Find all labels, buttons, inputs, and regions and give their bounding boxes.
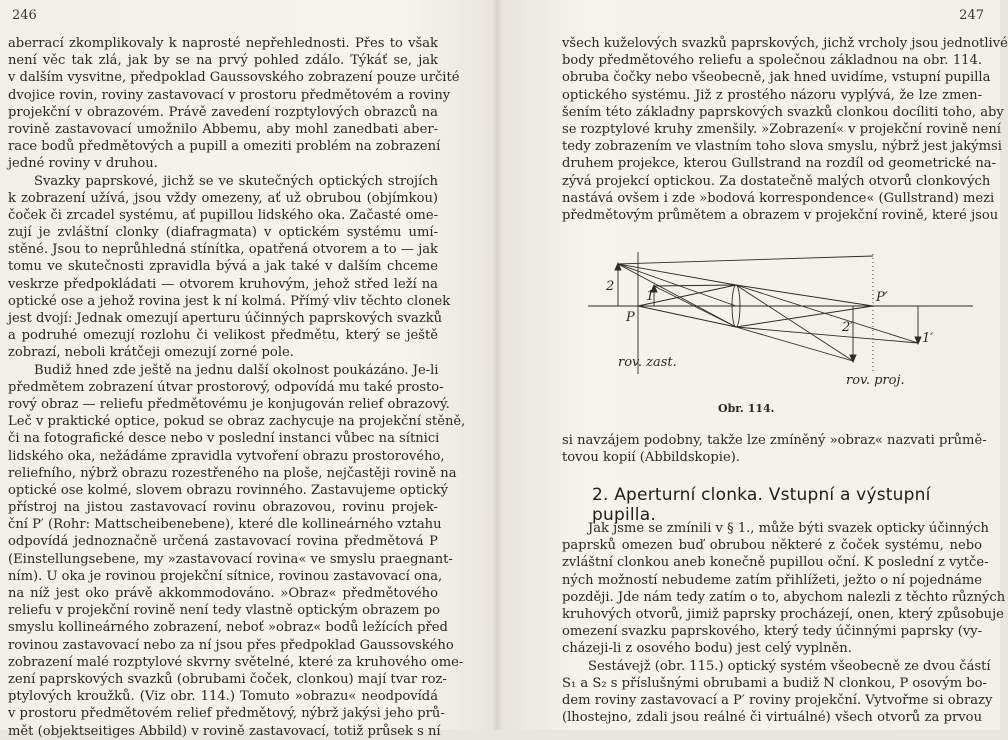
ray: [618, 264, 736, 285]
ray: [736, 285, 873, 306]
text-line: později. Jde nám tedy zatím o to, abychom nalezli z těchto různých: [562, 589, 1006, 605]
ray: [618, 264, 736, 327]
text-line: smyslu kollineárného zobrazení, neboť »obraz« bodů ležících před: [8, 620, 448, 636]
text-line: rovině zastavovací umožnilo Abbemu, aby mohl zanedbati aber-: [8, 121, 438, 137]
text-line: aberrací zkomplikovaly k naprosté nepřehlednosti. Přes to však: [8, 36, 438, 51]
ray: [618, 256, 873, 264]
text-line: reliefního, nýbrž obrazu rozestřeného na ploše, nejčastěji rovině na: [8, 465, 457, 481]
text-line: race bodů předmětových a pupill a omeziti problém na zobrazení: [8, 139, 441, 155]
text-line: jedné roviny v druhou.: [8, 156, 158, 172]
text-line: druhem projekce, kterou Gullstrand na rozdíl od geometrické na-: [562, 156, 996, 172]
right-text-mid: [562, 432, 987, 466]
text-line: tomu ve skutečnosti zpravidla bývá a jak také v dalším chceme: [8, 259, 438, 275]
label-P: P: [626, 310, 635, 325]
ray: [736, 285, 918, 343]
text-line: ním). U oka je rovinou projekční sítnice, rovinou zastavovací ona,: [8, 568, 443, 584]
text-line: ných možností nebudeme zatím přihlížeti, ježto o ní pojednáme: [562, 572, 982, 588]
text-line: cházeji-li z osového bodu) jest celý vyplněn.: [562, 641, 852, 657]
left-text-column: [8, 35, 466, 740]
text-line: optického systému. Již z prostého názoru vyplývá, že lze zmen-: [562, 87, 982, 103]
text-line: ční P′ (Rohr: Mattscheibenebene), které dle kollineárného vztahu: [8, 517, 442, 533]
text-line: na níž jest oko právě akkommodováno. »Obraz« předmětového: [8, 586, 438, 601]
text-line: omezení svazku paprskového, který tedy účinnými paprsky (vy-: [562, 624, 983, 640]
text-line: zobrazení malé rozptylové skvrny světelné, které za kruhového ome-: [8, 654, 464, 670]
figure-114-diagram: [588, 246, 978, 396]
text-line: přístroj na jistou zastavovací rovinu obrazovou, rovinu projek-: [8, 500, 438, 516]
text-line: zení paprskových svazků (obrubami čoček, clonkou) mají tvar roz-: [8, 671, 447, 687]
text-line: v prostoru předmětovém relief předmětový, nýbrž jakýsi jeho prů-: [8, 706, 445, 722]
text-line: optické ose kolmé, slovem obrazu rovinného. Zastavujeme optický: [8, 482, 449, 498]
text-line: zují je zvláštní clonky (diafragmata) v optickém systému umí-: [8, 225, 438, 241]
text-line: dem roviny zastavovací a P′ roviny projekční. Vytvořme si obrazy: [562, 692, 993, 708]
text-line: (Einstellungsebene, my »zastavovací rovina« ve smyslu praegnant-: [8, 551, 453, 567]
text-line: body předmětového reliefu a společnou základnou na obr. 114.: [562, 53, 982, 69]
text-line: předmětem zobrazení útvar prostorový, odpovídá mu také prosto-: [8, 379, 444, 395]
text-line: (lhostejno, zdali jsou reálné či virtuálné) všech otvorů za prvou: [562, 710, 982, 726]
text-line: zvláštní clonkou aneb konečně pupillou oční. K poslední z vytče-: [562, 555, 989, 571]
label-rov-zast: rov. zast.: [618, 355, 677, 370]
text-line: kruhových otvorů, jimiž paprsky procházejí, onen, který způsobuje: [562, 606, 1004, 622]
text-line: tovou kopií (Abbildskopie).: [562, 450, 740, 466]
label-2: 2: [606, 279, 615, 294]
text-line: k zobrazení užívá, jsou vždy omezeny, ať už obrubou (objímkou): [8, 190, 438, 206]
text-line: se rozptylové kruhy zmenšily. »Zobrazení« v projekční rovině není: [562, 121, 1001, 137]
label-1-prime: 1′: [922, 331, 934, 346]
text-line: odpovídá jednoznačně určená zastavovací rovina předmětová P: [8, 534, 438, 550]
text-line: zobrazí, neboli krátčeji omezují zorné pole.: [8, 345, 294, 361]
text-line: optické ose a jehož rovina jest k ní kolmá. Přímý vliv těchto clonek: [8, 293, 451, 309]
arrow-head: [850, 355, 856, 362]
text-line: veskrze předpokládati — otvorem kruhovým, jehož střed leží na: [8, 276, 438, 292]
right-page: [500, 0, 1008, 730]
text-line: Svazky paprskové, jichž se ve skutečných optických strojích: [34, 173, 438, 189]
text-line: či na fotografické desce nebo v poslední instanci vůbec na sítnici: [8, 431, 440, 447]
ray: [654, 285, 736, 286]
ray: [638, 306, 736, 327]
text-line: zývá projekcí optickou. Za dostatečně malých otvorů clonkových: [562, 173, 991, 189]
text-line: předmětovým průmětem a obrazem v projekční rovině, které jsou: [562, 207, 999, 223]
text-line: Leč v praktické optice, pokud se obraz zachycuje na projekční stěně,: [8, 414, 466, 430]
text-line: čoček či zrcadel systému, ať pupillou lidského oka. Začasté ome-: [8, 207, 438, 223]
text-line: projekční v obrazovém. Právě zavedení rozptylových obrazců na: [8, 104, 438, 120]
text-line: paprsků omezen buď obrubou některé z čoček systému, nebo: [562, 538, 982, 554]
right-text-bottom: [562, 520, 1006, 726]
text-line: rovinou zastavovací nebo za ní jsou přes předpoklad Gaussovského: [8, 637, 454, 653]
text-line: rový obraz — reliefu předmětovému je konjugován relief obrazový.: [8, 396, 450, 412]
label-1: 1: [646, 289, 655, 304]
text-line: a podruhé omezují rozlohu či velikost předmětu, který se ještě: [8, 328, 438, 344]
text-line: ptylových kroužků. (Viz obr. 114.) Tomuto »obrazu« neodpovídá: [8, 689, 438, 705]
text-line: nastává ovšem i zde »bodová korrespondence« (Gullstrand) mezi: [562, 190, 995, 206]
text-line: stěné. Jsou to neprůhledná stínítka, opatřená otvorem a to — jak: [8, 242, 438, 258]
text-line: reliefu v projekční rovině není tedy vlastně optickým obrazem po: [8, 603, 440, 619]
ray: [654, 286, 736, 327]
text-line: S₁ a S₂ s příslušnými obrubami a budiž N clonkou, P osovým bo-: [562, 675, 987, 691]
text-line: Budiž hned zde ještě na jednu další okolnost poukázáno. Je-li: [34, 362, 439, 378]
text-line: Sestávejž (obr. 115.) optický systém všeobecně ze dvou částí: [588, 658, 991, 674]
text-line: všech kuželových svazků paprskových, jichž vrcholy jsou jednotlivé: [562, 36, 1008, 51]
text-line: lidského oka, nežádáme zpravidla vytvoření obrazu prostorového,: [8, 448, 445, 464]
text-line: tedy zobrazením ve vlastním toho slova smyslu, nýbrž jest jakýmsi: [562, 139, 1002, 155]
text-line: Jak jsme se zmínili v § 1., může býti svazek opticky účinných: [588, 521, 989, 536]
text-line: v dalším vysvitne, předpoklad Gaussovského zobrazení pouze určité: [8, 70, 460, 86]
page-number-left: 246: [12, 8, 37, 23]
label-2-prime: 2′: [842, 320, 854, 335]
text-line: obruba čočky nebo všeobecně, jak hned uvidíme, vstupní pupilla: [562, 70, 991, 86]
page-number-right: 247: [959, 8, 984, 23]
label-P-prime: P′: [876, 290, 888, 305]
left-page: [0, 0, 494, 739]
text-line: dvojice rovin, roviny zastavovací v prostoru předmětovém a roviny: [8, 87, 451, 103]
right-text-top: [562, 35, 1008, 224]
figure-caption: Obr. 114.: [718, 402, 775, 415]
ray: [736, 285, 853, 361]
text-line: si navzájem podobny, takže lze zmíněný »obraz« nazvati průmě-: [562, 433, 987, 448]
section-title: 2. Aperturní clonka. Vstupní a výstupní pupilla.: [592, 485, 931, 525]
text-line: šením této základny paprskových svazků clonkou docíliti toho, aby: [562, 104, 1004, 120]
label-rov-proj: rov. proj.: [846, 373, 905, 388]
text-line: jest dvojí: Jednak omezují aperturu účinných paprskových svazků: [8, 311, 443, 326]
text-line: mět (objektseitiges Abbild) v rovině zastavovací, totiž průsek s ní: [8, 723, 441, 739]
text-line: není věc tak zlá, jak by se na prvý pohled zdálo. Týkáť se, jak: [8, 53, 438, 69]
